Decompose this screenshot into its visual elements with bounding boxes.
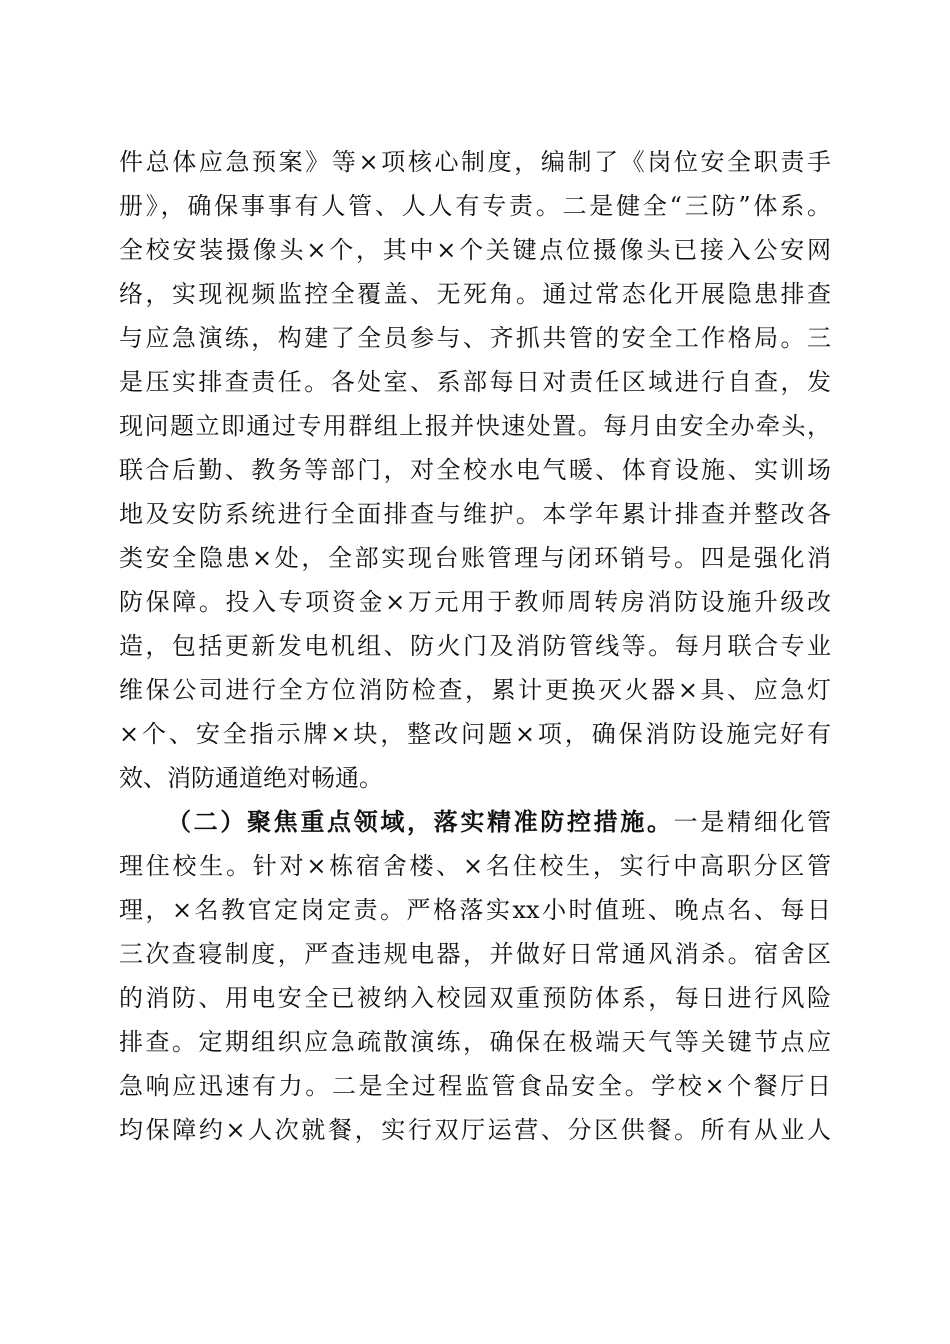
paragraph-2-first-line-rest: 一是精细化管 <box>673 808 832 836</box>
paragraph-2-first-line <box>119 800 831 844</box>
paragraph-2-line-5: 的消防、用电安全已被纳入校园双重预防体系，每日进行风险 <box>119 984 831 1012</box>
paragraph-1-line-13: 维保公司进行全方位消防检查，累计更换灭火器×具、应急灯 <box>119 676 831 704</box>
paragraph-2-line-6: 排查。定期组织应急疏散演练，确保在极端天气等关键节点应 <box>119 1028 831 1056</box>
section-heading: （二）聚焦重点领域，落实精准防控措施。 <box>167 807 674 836</box>
paragraph-2-line-8: 均保障约×人次就餐，实行双厅运营、分区供餐。所有从业人 <box>119 1116 831 1144</box>
paragraph-2-line-2: 理住校生。针对×栋宿舍楼、×名住校生，实行中高职分区管 <box>119 852 831 880</box>
paragraph-1-line-9: 地及安防系统进行全面排查与维护。本学年累计排查并整改各 <box>119 500 831 528</box>
paragraph-1-line-8: 联合后勤、教务等部门，对全校水电气暖、体育设施、实训场 <box>119 456 831 484</box>
paragraph-1-line-15: 效、消防通道绝对畅通。 <box>119 764 383 792</box>
paragraph-1-line-12: 造，包括更新发电机组、防火门及消防管线等。每月联合专业 <box>119 632 831 660</box>
paragraph-2-line-3: 理，×名教官定岗定责。严格落实xx小时值班、晚点名、每日 <box>119 896 831 924</box>
paragraph-1-line-3: 全校安装摄像头×个，其中×个关键点位摄像头已接入公安网 <box>119 236 831 264</box>
paragraph-1-line-1: 件总体应急预案》等×项核心制度，编制了《岗位安全职责手 <box>119 148 831 176</box>
paragraph-1-line-2: 册》，确保事事有人管、人人有专责。二是健全“三防”体系。 <box>119 192 831 220</box>
paragraph-1-line-4: 络，实现视频监控全覆盖、无死角。通过常态化开展隐患排查 <box>119 280 831 308</box>
document-body <box>119 140 831 1152</box>
paragraph-1-line-6: 是压实排查责任。各处室、系部每日对责任区域进行自查，发 <box>119 368 831 396</box>
paragraph-1-line-5: 与应急演练，构建了全员参与、齐抓共管的安全工作格局。三 <box>119 324 831 352</box>
paragraph-1-line-10: 类安全隐患×处，全部实现台账管理与闭环销号。四是强化消 <box>119 544 831 572</box>
paragraph-2-line-4: 三次查寝制度，严查违规电器，并做好日常通风消杀。宿舍区 <box>119 940 831 968</box>
paragraph-1-line-11: 防保障。投入专项资金×万元用于教师周转房消防设施升级改 <box>119 588 831 616</box>
paragraph-1-line-7: 现问题立即通过专用群组上报并快速处置。每月由安全办牵头， <box>119 412 831 440</box>
paragraph-2-line-7: 急响应迅速有力。二是全过程监管食品安全。学校×个餐厅日 <box>119 1072 831 1100</box>
paragraph-1-line-14: ×个、安全指示牌×块，整改问题×项，确保消防设施完好有 <box>119 720 831 748</box>
